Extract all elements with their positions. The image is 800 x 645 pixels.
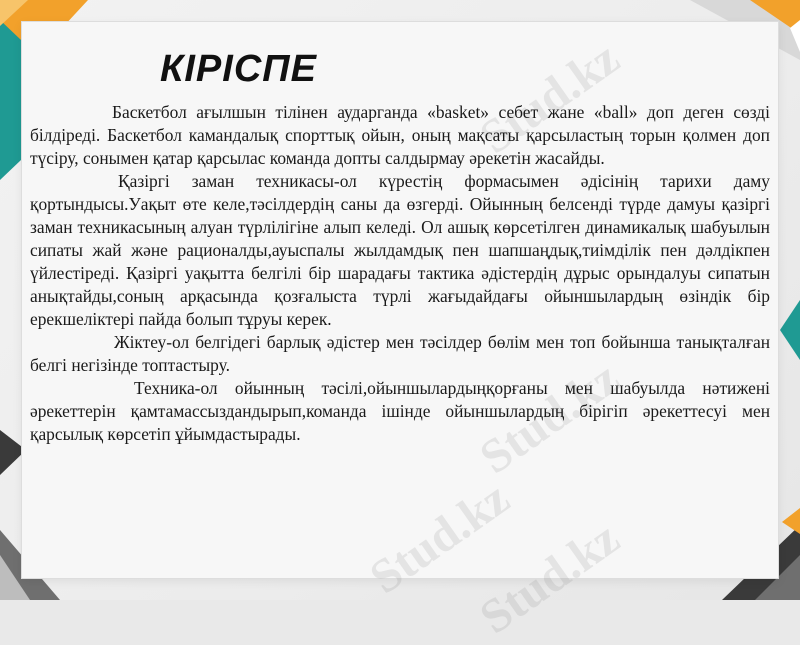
paragraph-intro: Баскетбол ағылшын тілінен аударганда «basket» себет жане «ball» доп деген сөзді білдіреді. Баскетбол камандалық спорттық ойын, оның мақсаты қарсыластың торын қолмен доп түсіру, сонымен қатар қарсылас команда допты салдырмау әрекетін жасайды. [30, 102, 770, 168]
slide-body [30, 101, 770, 446]
paragraph-classification: Жіктеу-ол белгідегі барлық әдістер мен тәсілдер бөлім мен топ бойынша танықталған белгі негізінде топтастыру. [30, 332, 770, 375]
slide-title: КІРІСПЕ [160, 48, 317, 90]
paragraph-technique-definition: Техника-ол ойынның тәсілі,ойыншылардыңқорғаны мен шабуылда нәтижені әрекеттерін қамтамассыздандырып,команда ішінде ойыншылардың бірігіп әрекеттесуі мен қарсылық көрсетіп ұйымдастырады. [30, 378, 770, 444]
paragraph-technique: Қазіргі заман техникасы-ол күрестің формасымен әдісінің тарихи даму қортындысы.Уақыт өте келе,тәсілдердің саны да өзгерді. Ойынның белсенді түрде дамуы қазіргі заман техникасының алуан түрлілігіне алып келеді. Ол ашық көрсетілген динамикалық шабуылын сипаты жай және рационалды,ауыспалы жылдамдық пен шапшаңдық,тиімділік пен дәлдікпен үйлестіреді. Қазіргі уақытта белгілі бір шарадағы тактика әдістердің дұрыс орындалуы сипатын анықтайды,соның арқасында қозғалыста түрлі жағыдайдағы ойыншылардың өзіндік бір ерекшеліктері пайда болып тұруы керек. [30, 171, 770, 329]
